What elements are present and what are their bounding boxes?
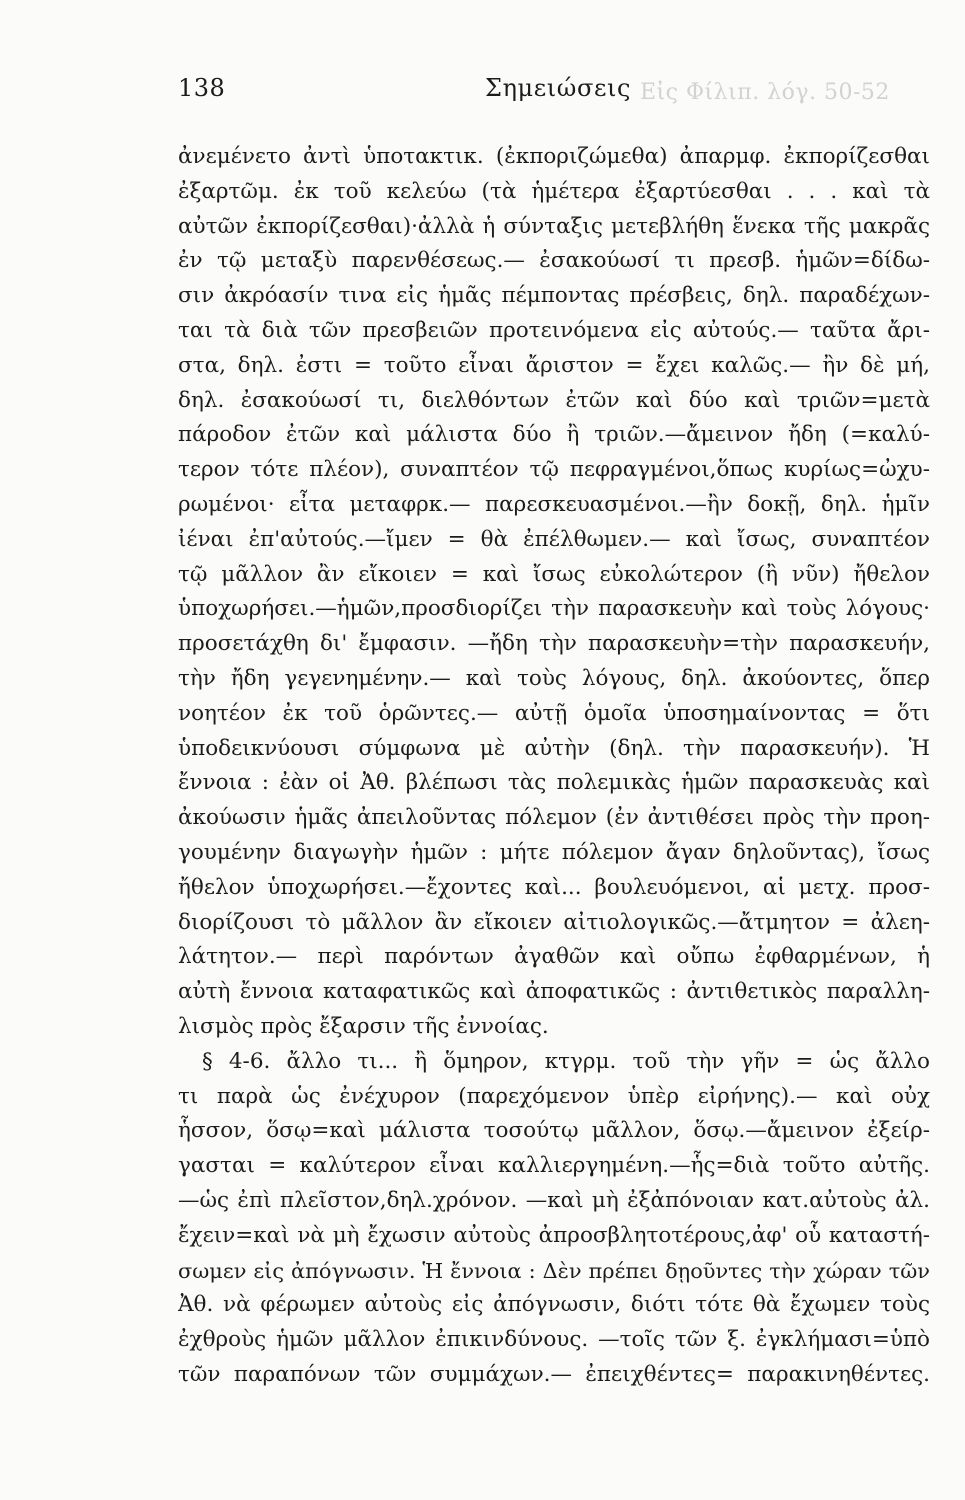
text-line: αὐτῶν ἐκπορίζεσθαι)·ἀλλὰ ἡ σύνταξις μετεβλήθη ἕνεκα τῆς μακρᾶς: [178, 213, 930, 239]
notes-text: [178, 140, 930, 1393]
text-line: ἀκούωσιν ἡμᾶς ἀπειλοῦντας πόλεμον (ἐν ἀντιθέσει πρὸς τὴν προη-: [178, 805, 930, 831]
text-line: πάροδον ἐτῶν καὶ μάλιστα δύο ἢ τριῶν.—ἄμεινον ἤδη (=καλύ-: [178, 422, 930, 448]
text-line: Ἀθ. νὰ φέρωμεν αὐτοὺς εἰς ἀπόγνωσιν, διότι τότε θὰ ἔχωμεν τοὺς: [178, 1292, 930, 1318]
text-line: σωμεν εἰς ἀπόγνωσιν. Ἡ ἔννοια : Δὲν πρέπει δῃοῦντες τὴν χώραν τῶν: [178, 1258, 930, 1283]
text-line: δηλ. ἐσακούωσί τι, διελθόντων ἐτῶν καὶ δύο καὶ τριῶν=μετὰ: [178, 387, 930, 413]
text-line: τῶν παραπόνων τῶν συμμάχων.— ἐπειχθέντες= παρακινηθέντες.: [178, 1361, 930, 1387]
text-line: τῷ μᾶλλον ἂν εἴκοιεν = καὶ ἴσως εὐκολώτερον (ἢ νῦν) ἤθελον: [178, 561, 930, 587]
text-line: ἤθελον ὑποχωρήσει.—ἔχοντες καὶ... βουλευόμενοι, αἱ μετχ. προσ-: [178, 874, 930, 900]
text-line: ἔννοια : ἐὰν οἱ Ἀθ. βλέπωσι τὰς πολεμικὰς ἡμῶν παρασκευὰς καὶ: [178, 770, 930, 796]
text-line: σιν ἀκρόασίν τινα εἰς ἡμᾶς πέμποντας πρέσβεις, δηλ. παραδέχων-: [178, 283, 930, 309]
text-line: ἐχθροὺς ἡμῶν μᾶλλον ἐπικινδύνους. —τοῖς τῶν ξ. ἐγκλήμασι=ὑπὸ: [178, 1327, 930, 1353]
text-line: στα, δηλ. ἐστι = τοῦτο εἶναι ἄριστον = ἔχει καλῶς.— ἢν δὲ μή,: [178, 352, 930, 378]
text-line: νοητέον ἐκ τοῦ ὁρῶντες.— αὐτῇ ὁμοῖα ὑποσημαίνοντας = ὅτι: [178, 700, 930, 726]
text-line: ἧσσον, ὅσῳ=καὶ μάλιστα τοσούτῳ μᾶλλον, ὅσῳ.—ἄμεινον ἐξείρ-: [178, 1118, 930, 1144]
text-line: προσετάχθη δι' ἔμφασιν. —ἤδη τὴν παρασκευὴν=τὴν παρασκευήν,: [178, 631, 930, 657]
text-line: λάτητον.— περὶ παρόντων ἀγαθῶν καὶ οὔπω ἐφθαρμένων, ἡ: [178, 944, 930, 970]
text-line: ται τὰ διὰ τῶν πρεσβειῶν προτεινόμενα εἰς αὐτούς.— ταῦτα ἄρι-: [178, 317, 930, 343]
text-line: ἰέναι ἐπ'αὐτούς.—ἴμεν = θὰ ἐπέλθωμεν.— καὶ ἴσως, συναπτέον: [178, 526, 930, 552]
text-line: ὑποχωρήσει.—ἡμῶν,προσδιορίζει τὴν παρασκευὴν καὶ τοὺς λόγους·: [178, 596, 930, 622]
text-line: γουμένην διαγωγὴν ἡμῶν : μήτε πόλεμον ἄγαν δηλοῦντας), ἴσως: [178, 839, 930, 865]
text-line: τὴν ἤδη γεγενημένην.— καὶ τοὺς λόγους, δηλ. ἀκούοντες, ὅπερ: [178, 665, 930, 691]
text-line: τι παρὰ ὡς ἐνέχυρον (παρεχόμενον ὑπὲρ εἰρήνης).— καὶ οὐχ: [178, 1083, 930, 1109]
text-line: —ὡς ἐπὶ πλεῖστον,δηλ.χρόνον. —καὶ μὴ ἐξἀπόνοιαν κατ.αὐτοὺς ἀλ.: [178, 1187, 930, 1213]
text-line: ἐξαρτῶμ. ἐκ τοῦ κελεύω (τὰ ἡμέτερα ἐξαρτύεσθαι . . . καὶ τὰ: [178, 178, 930, 204]
section-start-line: § 4-6. ἄλλο τι... ἢ ὅμηρον, κτγρμ. τοῦ τὴν γῆν = ὡς ἄλλο: [202, 1048, 930, 1074]
text-line: διορίζουσι τὸ μᾶλλον ἂν εἴκοιεν αἰτιολογικῶς.—ἄτμητον = ἀλεη-: [178, 909, 930, 935]
text-line: ρωμένοι· εἶτα μεταφρκ.— παρεσκευασμένοι.—ἢν δοκῇ, δηλ. ἡμῖν: [178, 491, 930, 517]
page-number: 138: [178, 74, 226, 102]
text-line: ἐν τῷ μεταξὺ παρενθέσεως.— ἐσακούωσί τι πρεσβ. ἡμῶν=δίδω-: [178, 248, 930, 274]
bleed-through-text: Εἰς Φίλιπ. λόγ. 50-52: [640, 80, 890, 105]
text-line: τερον τότε πλέον), συναπτέον τῷ πεφραγμένοι,ὅπως κυρίως=ὠχυ-: [178, 457, 930, 483]
paragraph-end-line: λισμὸς πρὸς ἔξαρσιν τῆς ἐννοίας.: [178, 1013, 549, 1039]
text-line: αὐτὴ ἔννοια καταφατικῶς καὶ ἀποφατικῶς : ἀντιθετικὸς παραλλη-: [178, 979, 930, 1005]
running-head-title: Σημειώσεις: [485, 74, 632, 102]
text-line: ἀνεμένετο ἀντὶ ὑποτακτικ. (ἐκποριζώμεθα) ἀπαρμφ. ἐκπορίζεσθαι: [178, 144, 930, 169]
text-line: ἔχειν=καὶ νὰ μὴ ἔχωσιν αὐτοὺς ἀπροσβλητοτέρους,ἀφ' οὗ καταστή-: [178, 1222, 930, 1248]
text-line: ὑποδεικνύουσι σύμφωνα μὲ αὐτὴν (δηλ. τὴν παρασκευήν). Ἡ: [178, 735, 930, 761]
page-header: [178, 74, 930, 108]
text-line: γασται = καλύτερον εἶναι καλλιεργημένη.—ἧς=διὰ τοῦτο αὐτῆς.: [178, 1153, 930, 1179]
